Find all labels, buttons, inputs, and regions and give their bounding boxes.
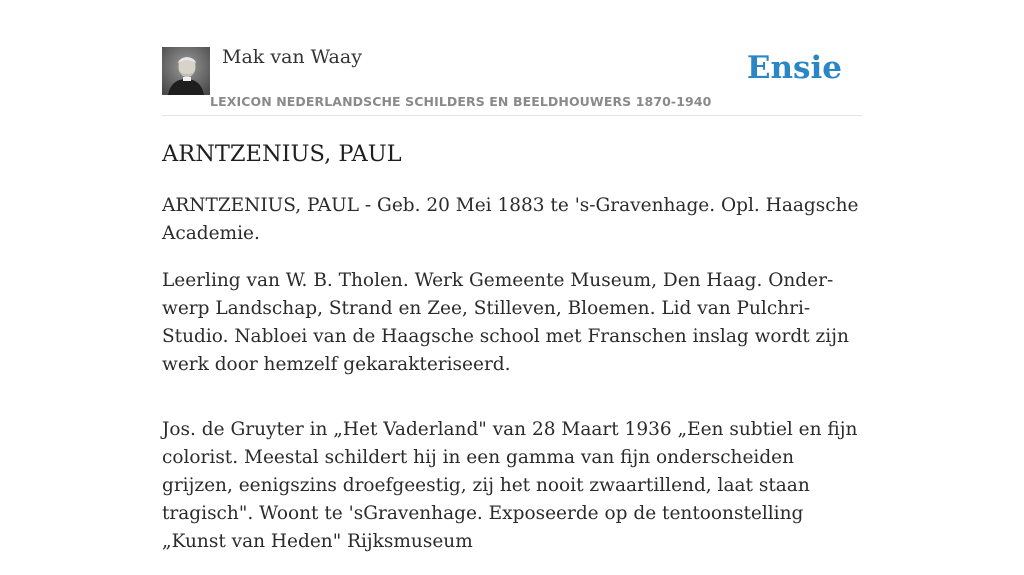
author-name[interactable]: Mak van Waay [222, 46, 362, 68]
article-title: ARNTZENIUS, PAUL [162, 141, 402, 167]
article-body [162, 192, 862, 575]
paragraph-review: Jos. de Gruyter in „Het Vaderland" van 28 Maart 1936 „Een subtiel en fijn colorist. Meestal schildert hij in een gamma van fijn onderscheiden grijzen, eenigszins droefgeestig, zij het nooit zwaartillend, laat staan tragisch". Woont te 'sGravenhage. Exposeerde op de tentoonstelling „Kunst van Heden" Rijksmuseum [162, 419, 858, 552]
site-logo[interactable]: Ensie [746, 50, 842, 86]
paragraph-biography: Leerling van W. B. Tholen. Werk Gemeente Museum, Den Haag. Onder-werp Landschap, Strand en Zee, Stilleven, Bloemen. Lid van Pulchri-Studio. Nabloei van de Haagsche school met Franschen inslag wordt zijn werk door hemzelf gekarakteriseerd. [162, 270, 849, 375]
source-title[interactable]: LEXICON NEDERLANDSCHE SCHILDERS EN BEELDHOUWERS 1870-1940 [210, 94, 712, 109]
header [162, 0, 862, 116]
portrait-image [162, 47, 210, 95]
paragraph-intro: ARNTZENIUS, PAUL - Geb. 20 Mei 1883 te 's-Gravenhage. Opl. Haagsche Academie. [162, 195, 859, 244]
author-avatar[interactable] [162, 47, 210, 95]
article-container [162, 0, 862, 552]
